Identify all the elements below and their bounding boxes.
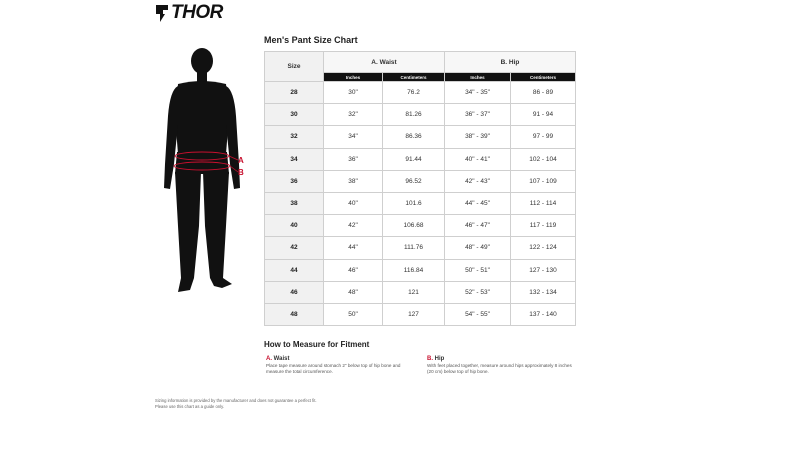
waist-letter: A. (266, 356, 272, 362)
disclaimer (155, 398, 375, 410)
hip-cm-header: Centimeters (511, 73, 576, 82)
table-row (265, 281, 576, 303)
cell-hip-cm: 112 - 114 (511, 192, 576, 214)
table-row (265, 170, 576, 192)
cell-waist-cm: 101.6 (383, 192, 445, 214)
table-row (265, 82, 576, 104)
silhouette-svg (150, 46, 260, 308)
cell-hip-in: 44" - 45" (445, 192, 511, 214)
marker-a: A (238, 156, 244, 165)
cell-hip-cm: 122 - 124 (511, 237, 576, 259)
cell-waist-in: 32" (324, 104, 383, 126)
cell-hip-in: 38" - 39" (445, 126, 511, 148)
brand-name: THOR (171, 2, 223, 23)
measure-title: How to Measure for Fitment (264, 340, 370, 349)
measure-waist (266, 356, 416, 375)
waist-label: Waist (273, 356, 290, 362)
table-row (265, 259, 576, 281)
cell-hip-in: 52" - 53" (445, 281, 511, 303)
cell-hip-in: 42" - 43" (445, 170, 511, 192)
cell-waist-in: 40" (324, 192, 383, 214)
cell-size: 28 (265, 82, 324, 104)
cell-hip-in: 48" - 49" (445, 237, 511, 259)
cell-size: 40 (265, 215, 324, 237)
size-table (264, 51, 576, 326)
cell-size: 42 (265, 237, 324, 259)
hip-inches-header: Inches (445, 73, 511, 82)
hip-label: Hip (434, 356, 445, 362)
cell-hip-in: 46" - 47" (445, 215, 511, 237)
cell-waist-in: 34" (324, 126, 383, 148)
cell-waist-cm: 76.2 (383, 82, 445, 104)
measure-hip (427, 356, 577, 375)
size-header: Size (265, 52, 324, 82)
cell-waist-cm: 106.68 (383, 215, 445, 237)
hip-letter: B. (427, 356, 433, 362)
cell-size: 36 (265, 170, 324, 192)
hip-header: B. Hip (445, 52, 576, 73)
cell-waist-in: 30" (324, 82, 383, 104)
marker-b: B (238, 168, 244, 177)
table-row (265, 148, 576, 170)
cell-hip-in: 34" - 35" (445, 82, 511, 104)
waist-header: A. Waist (324, 52, 445, 73)
cell-size: 48 (265, 303, 324, 325)
cell-waist-in: 38" (324, 170, 383, 192)
cell-waist-in: 42" (324, 215, 383, 237)
brand-logo (154, 2, 223, 24)
cell-size: 32 (265, 126, 324, 148)
cell-hip-in: 50" - 51" (445, 259, 511, 281)
cell-waist-cm: 121 (383, 281, 445, 303)
cell-waist-in: 48" (324, 281, 383, 303)
cell-hip-in: 36" - 37" (445, 104, 511, 126)
cell-waist-cm: 127 (383, 303, 445, 325)
cell-size: 46 (265, 281, 324, 303)
cell-waist-cm: 111.76 (383, 237, 445, 259)
cell-waist-cm: 96.52 (383, 170, 445, 192)
cell-waist-in: 46" (324, 259, 383, 281)
cell-hip-cm: 132 - 134 (511, 281, 576, 303)
body-silhouette (150, 46, 260, 308)
cell-size: 44 (265, 259, 324, 281)
waist-instructions: Place tape measure around stomach 2" below top of hip bone and measure the total circumference. (266, 363, 401, 374)
cell-hip-cm: 107 - 109 (511, 170, 576, 192)
disclaimer-line-1: Sizing information is provided by the manufacturer and does not guarantee a perfect fit. (155, 398, 317, 403)
cell-hip-cm: 117 - 119 (511, 215, 576, 237)
cell-waist-cm: 116.84 (383, 259, 445, 281)
cell-waist-in: 44" (324, 237, 383, 259)
waist-cm-header: Centimeters (383, 73, 445, 82)
cell-hip-cm: 102 - 104 (511, 148, 576, 170)
page-title: Men's Pant Size Chart (264, 35, 358, 45)
table-row (265, 192, 576, 214)
table-row (265, 104, 576, 126)
table-row (265, 237, 576, 259)
cell-hip-in: 40" - 41" (445, 148, 511, 170)
cell-size: 30 (265, 104, 324, 126)
cell-waist-cm: 81.26 (383, 104, 445, 126)
hammer-icon (154, 3, 170, 23)
table-row (265, 303, 576, 325)
table-row (265, 215, 576, 237)
cell-waist-cm: 86.36 (383, 126, 445, 148)
cell-hip-cm: 91 - 94 (511, 104, 576, 126)
cell-hip-in: 54" - 55" (445, 303, 511, 325)
cell-hip-cm: 137 - 140 (511, 303, 576, 325)
cell-hip-cm: 127 - 130 (511, 259, 576, 281)
cell-waist-in: 36" (324, 148, 383, 170)
disclaimer-line-2: Please use this chart as a guide only. (155, 404, 225, 409)
cell-size: 34 (265, 148, 324, 170)
table-row (265, 126, 576, 148)
cell-hip-cm: 86 - 89 (511, 82, 576, 104)
cell-waist-in: 50" (324, 303, 383, 325)
waist-inches-header: Inches (324, 73, 383, 82)
cell-size: 38 (265, 192, 324, 214)
cell-hip-cm: 97 - 99 (511, 126, 576, 148)
hip-instructions: With feet placed together, measure around hips approximately 8 inches (20 cm) below top of hip bone. (427, 363, 572, 374)
cell-waist-cm: 91.44 (383, 148, 445, 170)
